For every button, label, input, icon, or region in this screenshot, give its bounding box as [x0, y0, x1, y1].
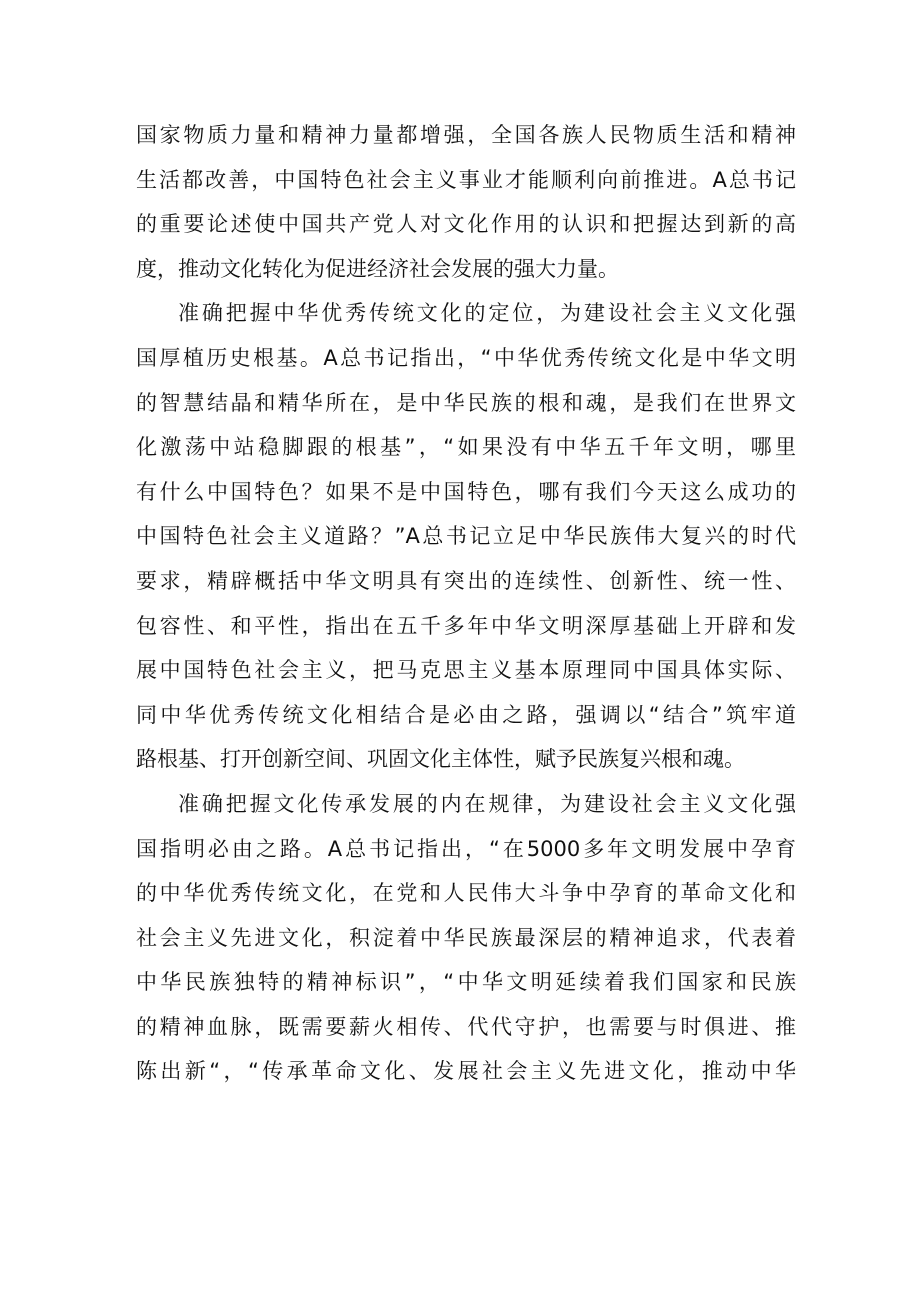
- text-line: 有什么中国特色？如果不是中国特色，哪有我们今天这么成功的: [136, 479, 796, 504]
- text-line: 路根基、打开创新空间、巩固文化主体性，赋予民族复兴根和魂。: [136, 747, 745, 772]
- text-line: 生活都改善，中国特色社会主义事业才能顺利向前推进。A总书记: [136, 167, 796, 192]
- text-line: 包容性、和平性，指出在五千多年中华文明深厚基础上开辟和发: [136, 613, 796, 638]
- text-line: 国厚植历史根基。A总书记指出，“中华优秀传统文化是中华文明: [136, 345, 796, 370]
- text-line: 化激荡中站稳脚跟的根基”，“如果没有中华五千年文明，哪里: [136, 435, 796, 460]
- text-line: 度，推动文化转化为促进经济社会发展的强大力量。: [136, 256, 619, 281]
- text-line: 准确把握中华优秀传统文化的定位，为建设社会主义文化强: [178, 301, 796, 326]
- text-line: 的重要论述使中国共产党人对文化作用的认识和把握达到新的高: [136, 212, 796, 237]
- paragraph: [136, 113, 796, 291]
- text-line: 的智慧结晶和精华所在，是中华民族的根和魂，是我们在世界文: [136, 390, 796, 415]
- text-line: 国指明必由之路。A总书记指出，“在5000多年文明发展中孕育: [136, 836, 796, 861]
- text-line: 同中华优秀传统文化相结合是必由之路，强调以“结合”筑牢道: [136, 702, 796, 727]
- text-line: 要求，精辟概括中华文明具有突出的连续性、创新性、统一性、: [136, 568, 796, 593]
- text-line: 中国特色社会主义道路？”A总书记立足中华民族伟大复兴的时代: [136, 524, 796, 549]
- article-body: [136, 113, 796, 1094]
- text-line: 准确把握文化传承发展的内在规律，为建设社会主义文化强: [178, 791, 796, 816]
- paragraph: [136, 782, 796, 1094]
- text-line: 的精神血脉，既需要薪火相传、代代守护，也需要与时俱进、推: [136, 1014, 796, 1039]
- text-line: 中华民族独特的精神标识”，“中华文明延续着我们国家和民族: [136, 970, 796, 995]
- text-line: 的中华优秀传统文化，在党和人民伟大斗争中孕育的革命文化和: [136, 881, 796, 906]
- text-line: 展中国特色社会主义，把马克思主义基本原理同中国具体实际、: [136, 658, 796, 683]
- text-line: 陈出新“，“传承革命文化、发展社会主义先进文化，推动中华: [136, 1059, 796, 1084]
- paragraph: [136, 291, 796, 782]
- text-line: 国家物质力量和精神力量都增强，全国各族人民物质生活和精神: [136, 123, 796, 147]
- text-line: 社会主义先进文化，积淀着中华民族最深层的精神追求，代表着: [136, 925, 796, 950]
